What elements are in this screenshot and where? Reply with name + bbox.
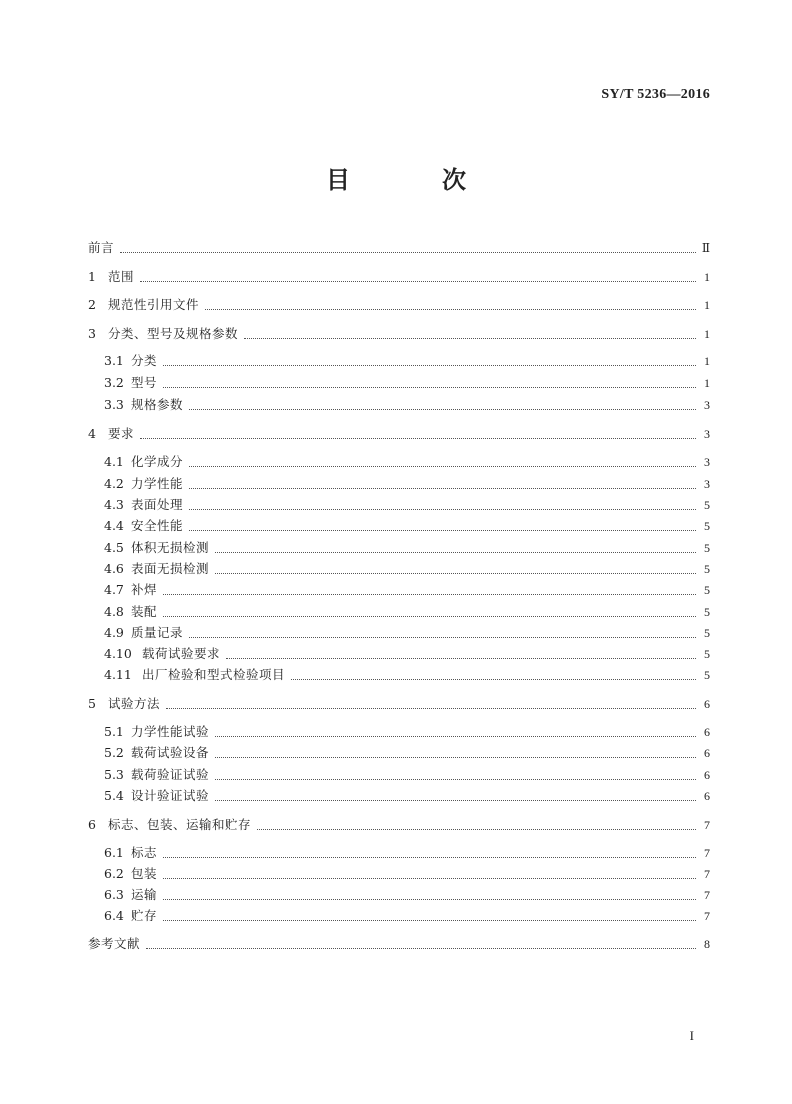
toc-entry-label: 标志、包装、运输和贮存 bbox=[108, 817, 252, 832]
toc-entry-page: 5 bbox=[704, 541, 710, 555]
toc-entry[interactable] bbox=[104, 763, 710, 783]
toc-entry[interactable] bbox=[104, 720, 710, 740]
toc-entry[interactable] bbox=[104, 578, 710, 598]
toc-entry-page: 1 bbox=[704, 354, 710, 368]
toc-entry-number: 3 bbox=[88, 326, 96, 341]
toc-entry-number: 4.9 bbox=[104, 625, 124, 640]
dot-leader bbox=[120, 242, 696, 253]
toc-entry-label: 范围 bbox=[108, 269, 135, 284]
dot-leader bbox=[189, 627, 696, 638]
dot-leader bbox=[215, 542, 696, 553]
dot-leader bbox=[189, 520, 696, 531]
toc-entry-page: 1 bbox=[704, 376, 710, 390]
toc-entry[interactable] bbox=[104, 663, 710, 683]
toc-entry-number: 4.7 bbox=[104, 582, 124, 597]
toc-entry-label: 载荷验证试验 bbox=[131, 767, 210, 782]
toc-entry-label: 试验方法 bbox=[108, 696, 161, 711]
toc-entry-label: 表面处理 bbox=[131, 497, 184, 512]
toc-entry-label: 体积无损检测 bbox=[131, 540, 210, 555]
dot-leader bbox=[140, 271, 696, 282]
toc-entry[interactable] bbox=[104, 493, 710, 513]
toc-entry-page: 7 bbox=[704, 818, 710, 832]
dot-leader bbox=[215, 747, 696, 758]
toc-entry[interactable] bbox=[104, 393, 710, 413]
toc-entry-number: 6.4 bbox=[104, 908, 124, 923]
toc-entry-number: 2 bbox=[88, 297, 96, 312]
dot-leader bbox=[140, 428, 696, 439]
toc-entry-number: 5.1 bbox=[104, 724, 124, 739]
toc-entry-number: 4.8 bbox=[104, 604, 124, 619]
toc-entry[interactable] bbox=[104, 600, 710, 620]
toc-entry-page: 1 bbox=[704, 270, 710, 284]
toc-entry[interactable] bbox=[104, 472, 710, 492]
dot-leader bbox=[163, 355, 696, 366]
toc-entry-label: 参考文献 bbox=[88, 936, 141, 951]
toc-entry-label: 表面无损检测 bbox=[131, 561, 210, 576]
toc-entry-label: 规格参数 bbox=[131, 397, 184, 412]
toc-entry-label: 化学成分 bbox=[131, 454, 184, 469]
toc-entry-label: 包装 bbox=[131, 866, 158, 881]
toc-entry-page: 5 bbox=[704, 605, 710, 619]
toc-entry-number: 3.2 bbox=[104, 375, 124, 390]
footer-page-number: I bbox=[689, 1028, 694, 1043]
toc-entry[interactable] bbox=[104, 536, 710, 556]
toc-entry[interactable] bbox=[88, 236, 710, 256]
toc-entry-page: 7 bbox=[704, 888, 710, 902]
toc-entry-label: 分类 bbox=[131, 353, 158, 368]
toc-entry-number: 4.1 bbox=[104, 454, 124, 469]
toc-entry[interactable] bbox=[104, 784, 710, 804]
toc-entry-page: 5 bbox=[704, 647, 710, 661]
toc-entry-label: 分类、型号及规格参数 bbox=[108, 326, 239, 341]
toc-entry-page: 3 bbox=[704, 455, 710, 469]
dot-leader bbox=[215, 790, 696, 801]
dot-leader bbox=[163, 889, 696, 900]
dot-leader bbox=[163, 910, 696, 921]
toc-entry-number: 4.6 bbox=[104, 561, 124, 576]
toc-entry[interactable] bbox=[104, 883, 710, 903]
toc-entry-label: 力学性能试验 bbox=[131, 724, 210, 739]
toc-entry[interactable] bbox=[88, 322, 710, 342]
dot-leader bbox=[257, 819, 696, 830]
toc-entry[interactable] bbox=[104, 741, 710, 761]
toc-entry-number: 4.3 bbox=[104, 497, 124, 512]
toc-entry-page: 5 bbox=[704, 668, 710, 682]
page-title: 目 次 bbox=[326, 165, 500, 194]
toc-entry-page: 8 bbox=[704, 937, 710, 951]
toc-entry-page: 3 bbox=[704, 427, 710, 441]
dot-leader bbox=[146, 938, 696, 949]
toc-entry-number: 4 bbox=[88, 426, 96, 441]
toc-entry-label: 运输 bbox=[131, 887, 158, 902]
toc-entry-number: 4.4 bbox=[104, 518, 124, 533]
toc-entry[interactable] bbox=[88, 692, 710, 712]
dot-leader bbox=[163, 868, 696, 879]
toc-entry-label: 要求 bbox=[108, 426, 135, 441]
toc-entry[interactable] bbox=[104, 371, 710, 391]
toc-entry-number: 4.5 bbox=[104, 540, 124, 555]
toc-entry-label: 型号 bbox=[131, 375, 158, 390]
dot-leader bbox=[189, 399, 696, 410]
toc-entry[interactable] bbox=[88, 265, 710, 285]
toc-entry-label: 设计验证试验 bbox=[131, 788, 210, 803]
dot-leader bbox=[215, 769, 696, 780]
toc-entry-number: 5.3 bbox=[104, 767, 124, 782]
toc-entry[interactable] bbox=[104, 349, 710, 369]
toc-entry-page: 3 bbox=[704, 477, 710, 491]
toc-entry-page: 6 bbox=[704, 697, 710, 711]
toc-entry-label: 补焊 bbox=[131, 582, 158, 597]
toc-entry[interactable] bbox=[88, 813, 710, 833]
toc-entry-number: 4.2 bbox=[104, 476, 124, 491]
toc-entry-label: 贮存 bbox=[131, 908, 158, 923]
toc-entry-number: 5 bbox=[88, 696, 96, 711]
toc-entry-page: 3 bbox=[704, 398, 710, 412]
dot-leader bbox=[215, 726, 696, 737]
toc-entry-label: 载荷试验要求 bbox=[142, 646, 221, 661]
toc-entry-page: 5 bbox=[704, 562, 710, 576]
toc-entry-page: 7 bbox=[704, 846, 710, 860]
dot-leader bbox=[205, 299, 696, 310]
dot-leader bbox=[291, 669, 696, 680]
toc-entry-label: 质量记录 bbox=[131, 625, 184, 640]
toc-entry-page: 6 bbox=[704, 768, 710, 782]
toc-entry-page: 5 bbox=[704, 626, 710, 640]
dot-leader bbox=[189, 456, 696, 467]
toc-entry-number: 3.3 bbox=[104, 397, 124, 412]
toc-entry[interactable] bbox=[104, 621, 710, 641]
toc-entry-page: 6 bbox=[704, 789, 710, 803]
toc-entry[interactable] bbox=[104, 642, 710, 662]
toc-entry-page: 6 bbox=[704, 725, 710, 739]
toc-entry-page: 5 bbox=[704, 519, 710, 533]
toc-entry[interactable] bbox=[88, 293, 710, 313]
toc-entry-label: 规范性引用文件 bbox=[108, 297, 200, 312]
toc-entry-page: 7 bbox=[704, 909, 710, 923]
toc-entry-label: 载荷试验设备 bbox=[131, 745, 210, 760]
toc-entry-page: 5 bbox=[704, 583, 710, 597]
dot-leader bbox=[163, 606, 696, 617]
dot-leader bbox=[226, 648, 696, 659]
toc-entry[interactable] bbox=[104, 904, 710, 924]
dot-leader bbox=[166, 698, 696, 709]
dot-leader bbox=[163, 847, 696, 858]
toc-entry-label: 力学性能 bbox=[131, 476, 184, 491]
dot-leader bbox=[244, 328, 696, 339]
toc-entry-page: 7 bbox=[704, 867, 710, 881]
toc-entry-page: Ⅱ bbox=[701, 241, 710, 255]
toc-entry[interactable] bbox=[104, 514, 710, 534]
dot-leader bbox=[189, 499, 696, 510]
dot-leader bbox=[163, 584, 696, 595]
toc-entry[interactable] bbox=[88, 422, 710, 442]
toc-entry-number: 5.2 bbox=[104, 745, 124, 760]
standard-code: SY/T 5236—2016 bbox=[601, 87, 710, 102]
toc-entry-label: 安全性能 bbox=[131, 518, 184, 533]
toc-entry-label: 装配 bbox=[131, 604, 158, 619]
toc-entry-page: 1 bbox=[704, 298, 710, 312]
toc-entry-page: 5 bbox=[704, 498, 710, 512]
toc-entry-label: 标志 bbox=[131, 845, 158, 860]
toc-entry-number: 6.1 bbox=[104, 845, 124, 860]
dot-leader bbox=[215, 563, 696, 574]
toc-entry-label: 前言 bbox=[88, 240, 115, 255]
toc-entry[interactable] bbox=[104, 557, 710, 577]
toc-entry-number: 4.10 bbox=[104, 646, 132, 661]
dot-leader bbox=[163, 377, 696, 388]
toc-entry-page: 1 bbox=[704, 327, 710, 341]
toc-entry[interactable] bbox=[104, 841, 710, 861]
toc-entry[interactable] bbox=[104, 862, 710, 882]
toc-entry-number: 1 bbox=[88, 269, 96, 284]
toc-entry-number: 3.1 bbox=[104, 353, 124, 368]
toc-entry[interactable] bbox=[88, 932, 710, 952]
toc-entry-number: 4.11 bbox=[104, 667, 132, 682]
toc-entry-number: 6.2 bbox=[104, 866, 124, 881]
toc-entry-number: 6.3 bbox=[104, 887, 124, 902]
dot-leader bbox=[189, 478, 696, 489]
toc-entry-number: 5.4 bbox=[104, 788, 124, 803]
toc-entry-number: 6 bbox=[88, 817, 96, 832]
toc-entry-page: 6 bbox=[704, 746, 710, 760]
toc-entry-label: 出厂检验和型式检验项目 bbox=[142, 667, 286, 682]
toc-entry[interactable] bbox=[104, 450, 710, 470]
